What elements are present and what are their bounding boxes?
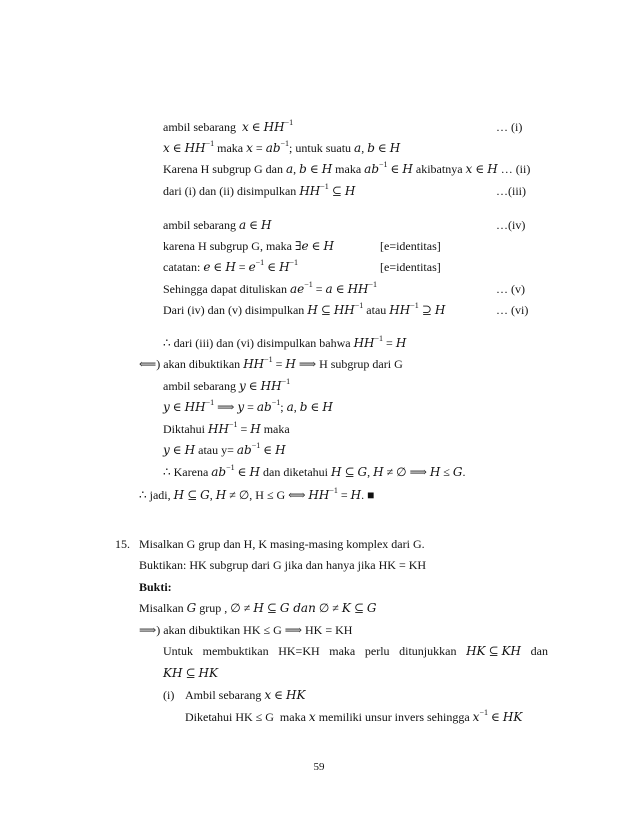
item-i-label: (i) — [163, 688, 175, 702]
line-misalkan: Misalkan G grup , ∅ ≠ H ⊆ G dan ∅ ≠ K ⊆ G — [139, 601, 377, 615]
ref-i: … (i) — [496, 120, 523, 134]
line-disimpulkan-vi: Dari (iv) dan (v) disimpulkan H ⊆ $HH^{-1}$ atau $HH^{-1}$ ⊇ H — [163, 301, 446, 317]
line-untuk-membuktikan: Untuk membuktikan HK=KH maka perlu ditunjukkan HK ⊆ KH dan — [163, 644, 548, 658]
line-forward: ⟹) akan dibuktikan HK ≤ G ⟹ HK = KH — [139, 623, 353, 637]
line-ambil-y: ambil sebarang y ∈ $HH^{-1}$ — [163, 377, 291, 393]
line-karena-h-subgrup: Karena H subgrup G dan a, b ∈ H maka $ab^{-1}$ ∈ H akibatnya x ∈ H … (ii) — [163, 160, 531, 176]
problem-number: 15. — [115, 537, 130, 551]
line-disimpulkan-iii: dari (i) dan (ii) disimpulkan $HH^{-1}$ ⊆ H — [163, 182, 356, 198]
left-arrow-icon: ⟸) — [139, 357, 161, 371]
note-identitas-2: [e=identitas] — [380, 260, 441, 274]
right-arrow-icon: ⟹) — [139, 623, 161, 637]
ref-v: … (v) — [496, 282, 525, 296]
ref-iv: …(iv) — [496, 218, 526, 232]
line-therefore-2: ∴ Karena $ab^{-1}$ ∈ H dan diketahui H ⊆ G, H ≠ ∅ ⟹ H ≤ G. — [163, 463, 466, 479]
bukti-heading: Bukti: — [139, 580, 172, 594]
note-identitas-1: [e=identitas] — [380, 239, 441, 253]
line-jadi: ∴ jadi, H ⊆ G, H ≠ ∅, H ≤ G ⟺ $HH^{-1} = H$. ■ — [139, 486, 375, 502]
line-y-in-h: y ∈ H atau $y= ab^{-1}$ ∈ H — [163, 441, 286, 457]
line-ambil-x: ambil sebarang x ∈ $HH^{-1}$ — [163, 118, 294, 134]
line-sehingga: Sehingga dapat dituliskan $ae^{-1} = a$ ∈ $HH^{-1}$ — [163, 280, 378, 296]
line-x-in-hh: x ∈ $HH^{-1}$ maka $x = ab^{-1}$; untuk suatu a, b ∈ H — [163, 139, 401, 155]
problem-prove: Buktikan: HK subgrup dari G jika dan hanya jika HK = KH — [139, 558, 427, 572]
line-y-implies: y ∈ $HH^{-1}$ ⟹ $y = ab^{-1}$; a, b ∈ H — [163, 398, 333, 414]
line-therefore-1: ∴ dari (iii) dan (vi) disimpulkan bahwa $HH^{-1} = H$ — [163, 334, 407, 350]
line-diketahui-hk: Diketahui HK ≤ G maka x memiliki unsur invers sehingga $x^{-1}$ ∈ HK — [185, 708, 523, 724]
ref-iii: …(iii) — [496, 184, 526, 198]
problem-statement: Misalkan G grup dan H, K masing-masing komplex dari G. — [139, 537, 425, 551]
line-catatan: catatan: e ∈ $H = e^{-1}$ ∈ $H^{-1}$ — [163, 258, 299, 274]
qed-symbol: ■ — [367, 488, 375, 502]
line-ambil-a: ambil sebarang a ∈ H — [163, 218, 272, 232]
page-number: 59 — [313, 761, 325, 773]
line-ambil-x-hk: Ambil sebarang x ∈ HK — [185, 688, 306, 702]
line-diktahui: Diktahui $HH^{-1} = H$ maka — [163, 420, 290, 436]
line-converse: ⟸) akan dibuktikan $HH^{-1} = H$ ⟹ H subgrup dari G — [139, 355, 403, 371]
line-exists-e: karena H subgrup G, maka ∃e ∈ H — [163, 239, 334, 253]
line-kh-subset-hk: KH ⊆ HK — [163, 666, 218, 680]
ref-vi: … (vi) — [496, 303, 529, 317]
